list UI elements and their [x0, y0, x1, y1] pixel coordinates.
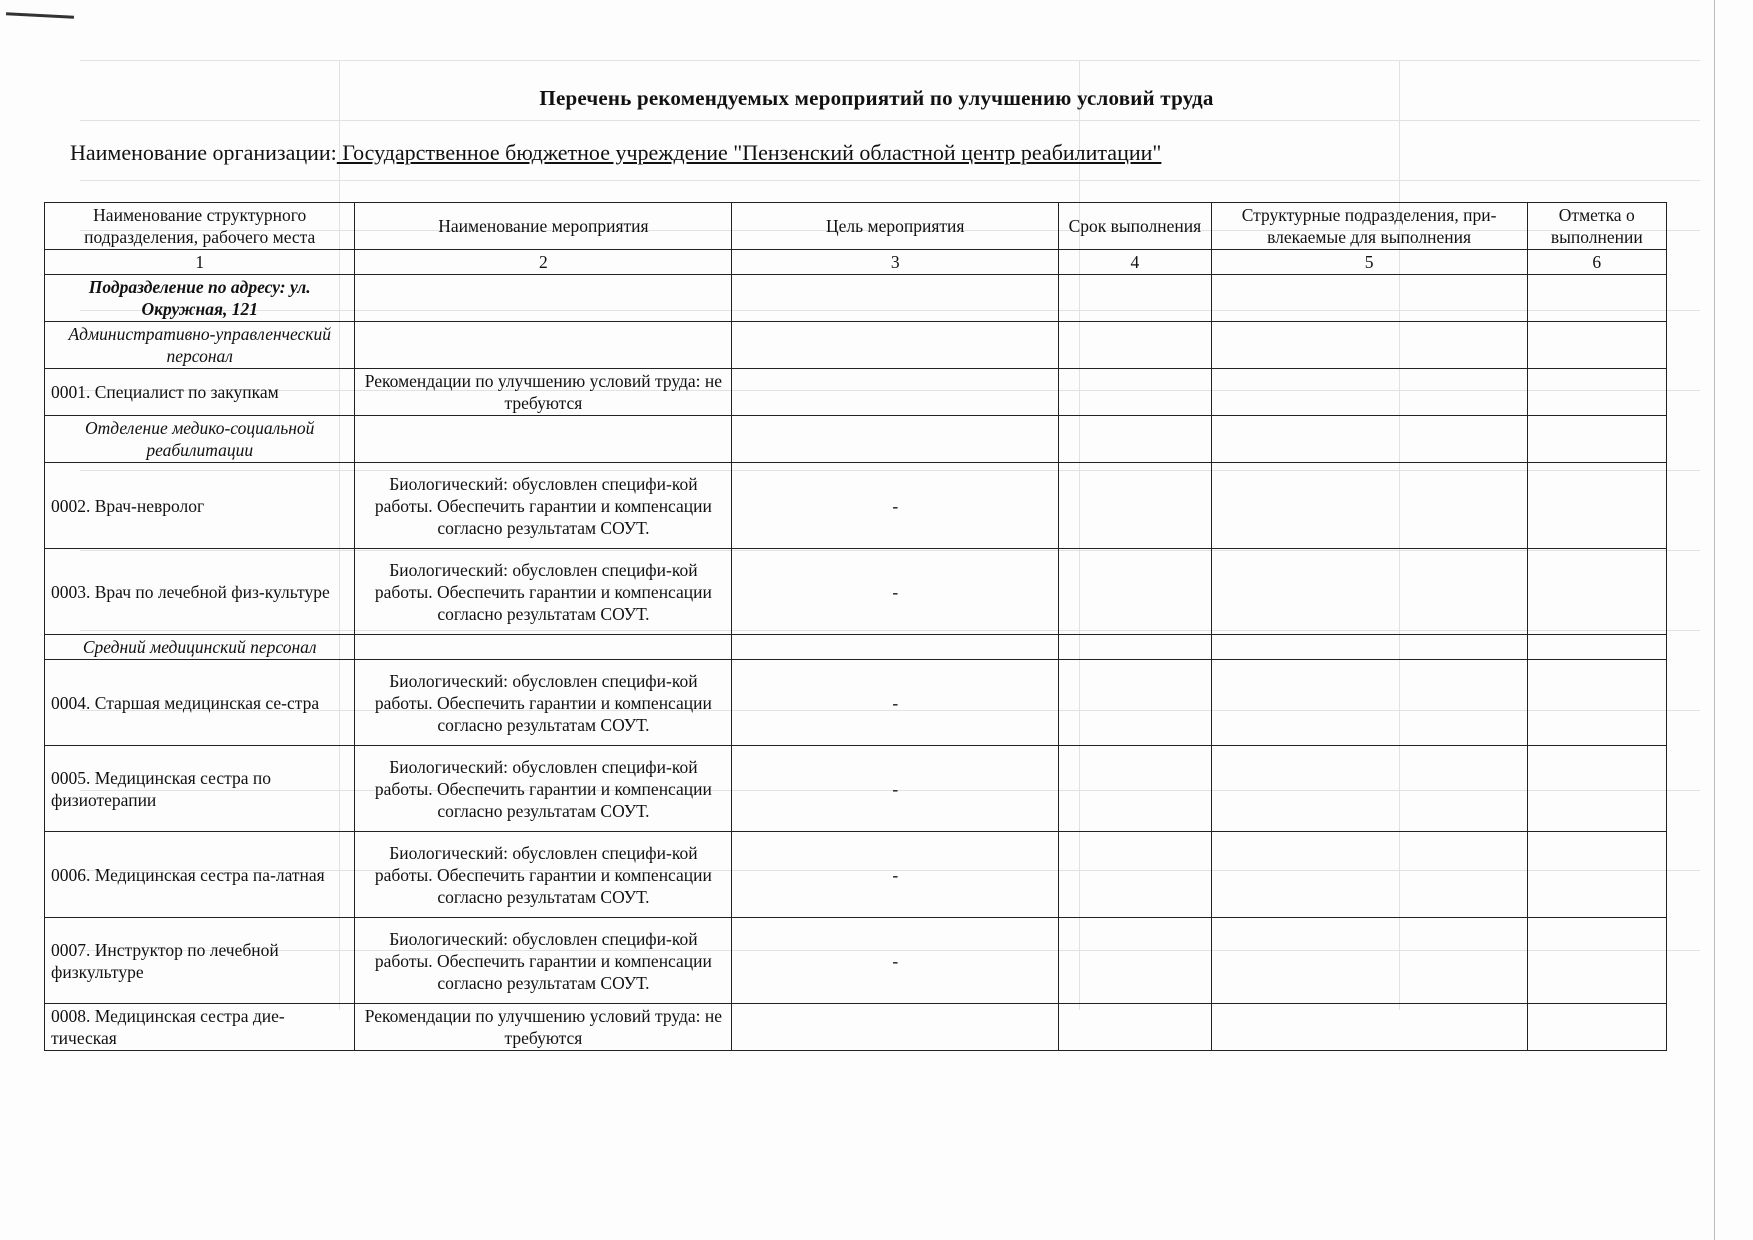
section-row — [45, 275, 1667, 322]
workplace-name: 0003. Врач по лечебной физ-культуре — [45, 549, 355, 635]
empty-cell — [1211, 463, 1527, 549]
organization-line — [70, 140, 1161, 166]
measure-name: Биологический: обусловлен специфи-кой работы. Обеспечить гарантии и компенсации согласно результатам СОУТ. — [355, 660, 732, 746]
empty-cell — [1211, 416, 1527, 463]
page-title: Перечень рекомендуемых мероприятий по улучшению условий труда — [539, 86, 1214, 110]
measure-name: Биологический: обусловлен специфи-кой работы. Обеспечить гарантии и компенсации согласно результатам СОУТ. — [355, 549, 732, 635]
measure-name: Биологический: обусловлен специфи-кой работы. Обеспечить гарантии и компенсации согласно результатам СОУТ. — [355, 746, 732, 832]
section-row — [45, 635, 1667, 660]
organization-name: Государственное бюджетное учреждение "Пензенский областной центр реабилитации" — [336, 140, 1162, 165]
empty-cell — [732, 275, 1059, 322]
measure-name: Рекомендации по улучшению условий труда: не требуются — [355, 1004, 732, 1051]
table-row — [45, 549, 1667, 635]
empty-cell — [355, 635, 732, 660]
measure-goal: - — [732, 463, 1059, 549]
table-row — [45, 918, 1667, 1004]
pen-mark — [6, 12, 74, 19]
organization-label: Наименование организации: — [70, 140, 337, 165]
empty-cell — [1059, 322, 1212, 369]
measure-goal: - — [732, 549, 1059, 635]
section-name: Отделение медико-социальной реабилитации — [45, 416, 355, 463]
header-cell: Наименование мероприятия — [355, 203, 732, 250]
empty-cell — [355, 275, 732, 322]
empty-cell — [1059, 416, 1212, 463]
column-number: 4 — [1059, 250, 1212, 275]
empty-cell — [1527, 746, 1666, 832]
empty-cell — [1527, 416, 1666, 463]
measure-goal: - — [732, 832, 1059, 918]
empty-cell — [732, 322, 1059, 369]
measure-name: Биологический: обусловлен специфи-кой работы. Обеспечить гарантии и компенсации согласно результатам СОУТ. — [355, 832, 732, 918]
table-row — [45, 1004, 1667, 1051]
measure-name: Биологический: обусловлен специфи-кой работы. Обеспечить гарантии и компенсации согласно результатам СОУТ. — [355, 463, 732, 549]
empty-cell — [1527, 322, 1666, 369]
table-row — [45, 832, 1667, 918]
empty-cell — [1211, 549, 1527, 635]
empty-cell — [1059, 275, 1212, 322]
empty-cell — [1059, 746, 1212, 832]
section-row — [45, 322, 1667, 369]
empty-cell — [1059, 832, 1212, 918]
workplace-name: 0002. Врач-невролог — [45, 463, 355, 549]
empty-cell — [732, 635, 1059, 660]
header-row — [45, 203, 1667, 250]
workplace-name: 0008. Медицинская сестра дие-тическая — [45, 1004, 355, 1051]
workplace-name: 0004. Старшая медицинская се-стра — [45, 660, 355, 746]
empty-cell — [1527, 832, 1666, 918]
measure-goal — [732, 1004, 1059, 1051]
section-name: Подразделение по адресу: ул. Окружная, 121 — [45, 275, 355, 322]
workplace-name: 0007. Инструктор по лечебной физкультуре — [45, 918, 355, 1004]
empty-cell — [1211, 832, 1527, 918]
empty-cell — [1527, 275, 1666, 322]
measure-goal: - — [732, 918, 1059, 1004]
table-row — [45, 369, 1667, 416]
empty-cell — [1527, 549, 1666, 635]
header-cell: Наименование структурного подразделения, рабочего места — [45, 203, 355, 250]
measure-goal — [732, 369, 1059, 416]
empty-cell — [1059, 463, 1212, 549]
table-row — [45, 746, 1667, 832]
empty-cell — [1527, 369, 1666, 416]
measures-table — [44, 202, 1667, 1051]
section-row — [45, 416, 1667, 463]
empty-cell — [1211, 322, 1527, 369]
empty-cell — [1059, 918, 1212, 1004]
empty-cell — [355, 322, 732, 369]
empty-cell — [1059, 660, 1212, 746]
header-cell: Срок выполнения — [1059, 203, 1212, 250]
workplace-name: 0005. Медицинская сестра по физиотерапии — [45, 746, 355, 832]
workplace-name: 0006. Медицинская сестра па-латная — [45, 832, 355, 918]
table-row — [45, 463, 1667, 549]
empty-cell — [355, 416, 732, 463]
measure-goal: - — [732, 660, 1059, 746]
table-row — [45, 660, 1667, 746]
empty-cell — [1527, 918, 1666, 1004]
column-number: 5 — [1211, 250, 1527, 275]
column-number: 1 — [45, 250, 355, 275]
workplace-name: 0001. Специалист по закупкам — [45, 369, 355, 416]
number-row — [45, 250, 1667, 275]
empty-cell — [1059, 635, 1212, 660]
section-name: Средний медицинский персонал — [45, 635, 355, 660]
empty-cell — [1059, 1004, 1212, 1051]
empty-cell — [1527, 660, 1666, 746]
table-body — [45, 203, 1667, 1051]
empty-cell — [732, 416, 1059, 463]
measure-name: Рекомендации по улучшению условий труда: не требуются — [355, 369, 732, 416]
column-number: 2 — [355, 250, 732, 275]
empty-cell — [1527, 635, 1666, 660]
empty-cell — [1059, 369, 1212, 416]
measure-name: Биологический: обусловлен специфи-кой работы. Обеспечить гарантии и компенсации согласно результатам СОУТ. — [355, 918, 732, 1004]
empty-cell — [1211, 918, 1527, 1004]
empty-cell — [1211, 660, 1527, 746]
header-cell: Отметка о выполнении — [1527, 203, 1666, 250]
column-number: 3 — [732, 250, 1059, 275]
measure-goal: - — [732, 746, 1059, 832]
empty-cell — [1211, 275, 1527, 322]
empty-cell — [1211, 369, 1527, 416]
empty-cell — [1211, 635, 1527, 660]
empty-cell — [1211, 1004, 1527, 1051]
header-cell: Цель мероприятия — [732, 203, 1059, 250]
page-edge — [1714, 0, 1715, 1240]
header-cell: Структурные подразделения, при-влекаемые для выполнения — [1211, 203, 1527, 250]
empty-cell — [1527, 1004, 1666, 1051]
empty-cell — [1211, 746, 1527, 832]
column-number: 6 — [1527, 250, 1666, 275]
section-name: Административно-управленческий персонал — [45, 322, 355, 369]
empty-cell — [1527, 463, 1666, 549]
empty-cell — [1059, 549, 1212, 635]
